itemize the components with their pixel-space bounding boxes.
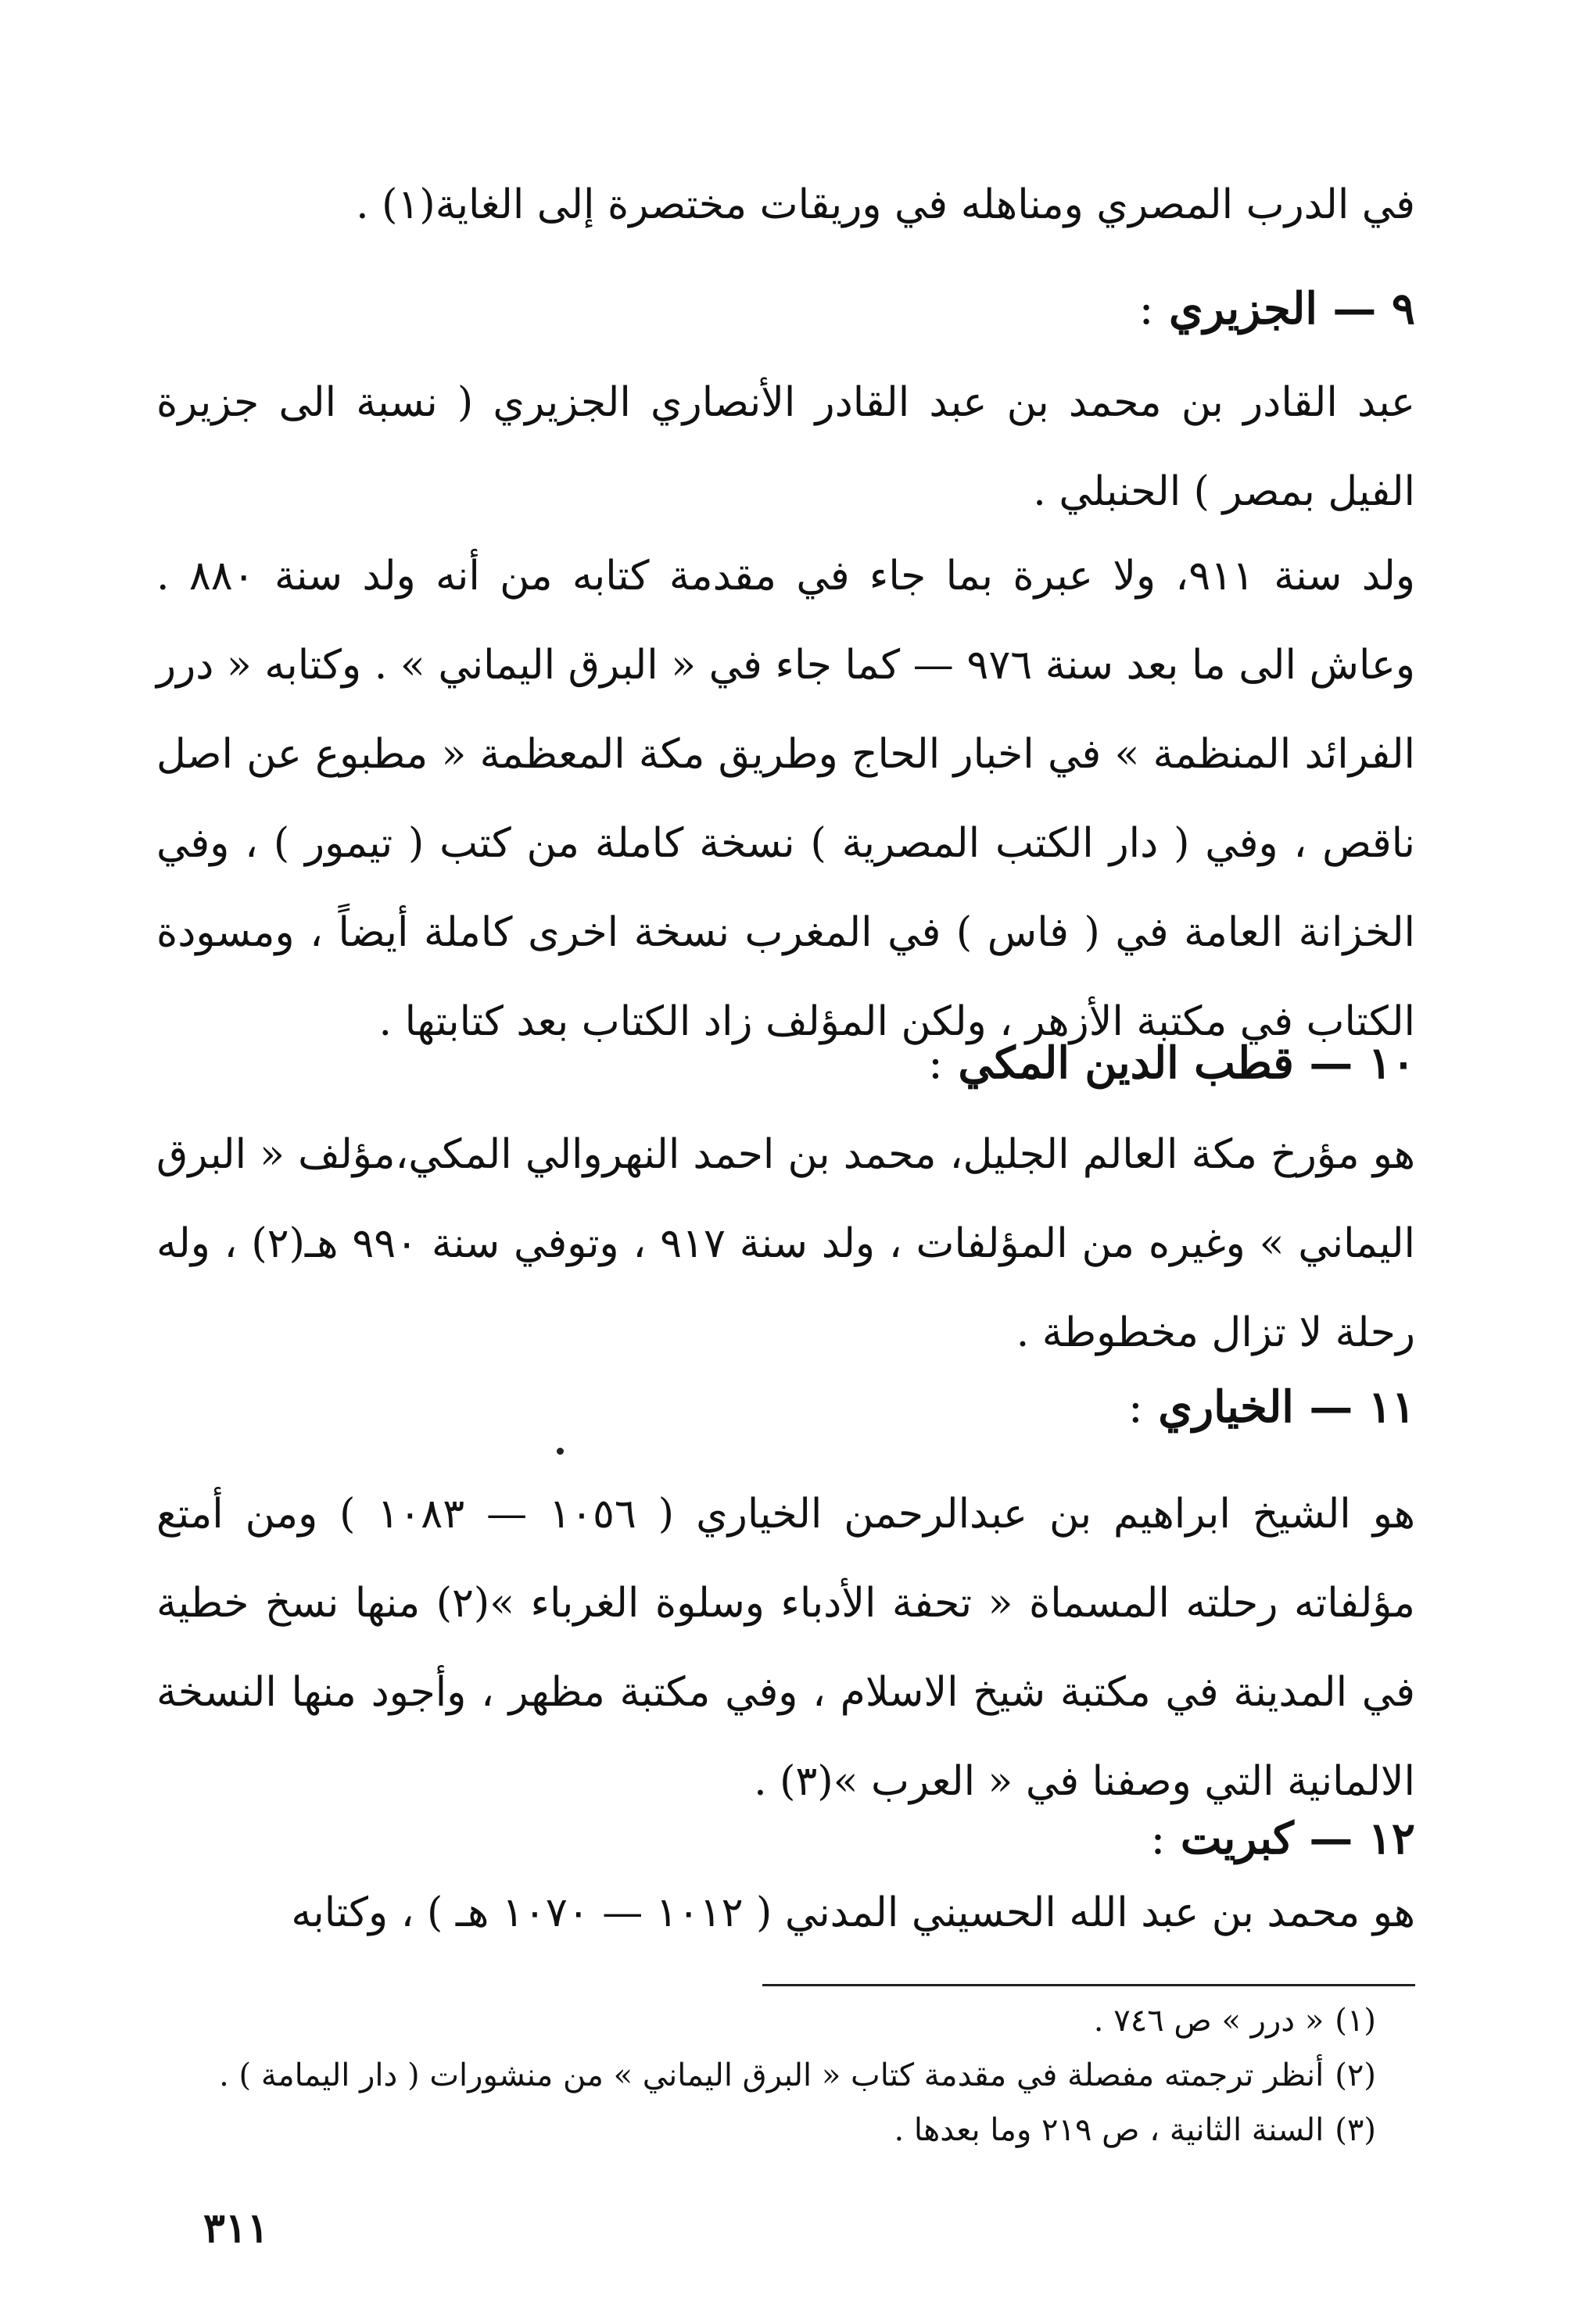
section-title: ١٠ — قطب الدين المكي [958, 1037, 1415, 1089]
footnote-number: (١) [1335, 2003, 1376, 2039]
ink-dot [557, 1448, 564, 1455]
heading-colon: : [927, 1038, 943, 1089]
footnote-text: أنظر ترجمته مفصلة في مقدمة كتاب « البرق اليماني » من منشورات ( دار اليمامة ) . [219, 2057, 1324, 2093]
page-number: ٣١١ [203, 2204, 269, 2252]
footnote-number: (٣) [1335, 2112, 1376, 2148]
section11-paragraph: هو الشيخ ابراهيم بن عبدالرحمن الخياري ( ١٠٥٦ — ١٠٨٣ ) ومن أمتع مؤلفاته رحلته المسماة « تحفة الأدباء وسلوة الغرباء »(٢) منها نسخ خطية في المدينة في مكتبة شيخ الاسلام ، وفي مكتبة مظهر ، وأجود منها النسخة الالمانية التي وصفنا في « العرب »(٣) . [156, 1491, 1416, 1805]
section10-paragraph: هو مؤرخ مكة العالم الجليل، محمد بن احمد النهروالي المكي،مؤلف « البرق اليماني » وغيره من المؤلفات ، ولد سنة ٩١٧ ، وتوفي سنة ٩٩٠ هـ(٢) ، وله رحلة لا تزال مخطوطة . [156, 1131, 1415, 1356]
section-title: ١١ — الخياري [1158, 1381, 1415, 1433]
section12-paragraph: هو محمد بن عبد الله الحسيني المدني ( ١٠١٢ — ١٠٧٠ هـ ) ، وكتابه [291, 1889, 1415, 1936]
footnote-1 [156, 1997, 1376, 2044]
section-heading-12 [156, 1799, 1415, 1878]
heading-colon: : [1127, 1382, 1143, 1433]
footnote-number: (٢) [1335, 2057, 1376, 2093]
heading-colon: : [1138, 284, 1154, 335]
section-title: ١٢ — كبريت [1180, 1813, 1415, 1864]
heading-colon: : [1150, 1814, 1166, 1864]
section-heading-9 [156, 270, 1415, 349]
section9-paragraph-2: ولد سنة ٩١١، ولا عبرة بما جاء في مقدمة كتابه من أنه ولد سنة ٨٨٠ . وعاش الى ما بعد سنة ٩٧٦ — كما جاء في « البرق اليماني » . وكتابه « درر الفرائد المنظمة » في اخبار الحاج وطريق مكة المعظمة « مطبوع عن اصل ناقص ، وفي ( دار الكتب المصرية ) نسخة كاملة من كتب ( تيمور ) ، وفي الخزانة العامة في ( فاس ) في المغرب نسخة اخرى كاملة أيضاً ، ومسودة الكتاب في مكتبة الأزهر ، ولكن المؤلف زاد الكتاب بعد كتابتها . [156, 553, 1416, 1045]
footnote-text: « درر » ص ٧٤٦ . [1093, 2003, 1324, 2039]
footnote-2 [156, 2052, 1376, 2099]
footnote-text: السنة الثانية ، ص ٢١٩ وما بعدها . [894, 2112, 1324, 2148]
section9-paragraph-1: عبد القادر بن محمد بن عبد القادر الأنصاري الجزيري ( نسبة الى جزيرة الفيل بمصر ) الحنبلي . [156, 379, 1415, 515]
section-heading-11 [156, 1368, 1415, 1447]
section-title: ٩ — الجزيري [1168, 283, 1415, 335]
section-heading-10 [156, 1024, 1415, 1103]
opening-line: في الدرب المصري ومناهله في وريقات مختصرة إلى الغاية(١) . [356, 181, 1415, 228]
footnote-3 [156, 2107, 1376, 2154]
footnote-separator [762, 1984, 1415, 1986]
